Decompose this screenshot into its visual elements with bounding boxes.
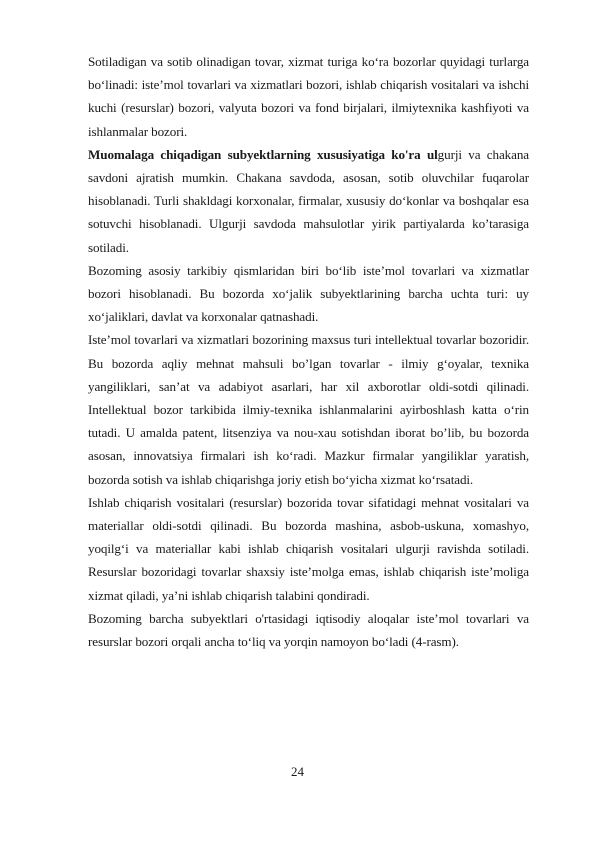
paragraph-intellectual-market [88,328,529,490]
paragraph-text: Ishlab chiqarish vositalari (resurslar) bozorida tovar sifatidagi mehnat vositalari va materiallar oldi-sotdi qilinadi. Bu bozorda mashina, asbob-uskuna, xomashyo, yoqilg‘i va materiallar kabi ishlab chiqarish vositalari ulgurji ravishda sotiladi. Resurslar bozoridagi tovarlar shaxsiy iste’molga emas, ishlab chiqarish iste’moliga xizmat qiladi, ya’ni ishlab chiqarish talabini qondiradi. [88,494,529,603]
page-number: 24 [291,764,304,779]
document-page [88,50,529,653]
paragraph-text: Sotiladigan va sotib olinadigan tovar, xizmat turiga ko‘ra bozorlar quyidagi turlarga bo‘linadi: iste’mol tovarlari va xizmatlari bozori, ishlab chiqarish vositalari va ishchi kuchi (resurslar) bozori, valyuta bozori va fond birjalari, ilmiytexnika kashfiyoti va ishlanmalar bozori. [88,54,529,139]
paragraph-text: Bozoming barcha subyektlari o'rtasidagi iqtisodiy aloqalar iste’mol tovarlari va resurslar bozori orqali ancha to‘liq va yorqin namoyon bo‘ladi (4-rasm). [88,610,529,650]
paragraph-text: gurji va chakana savdoni ajratish mumkin. Chakana savdoda, asosan, sotib oluvchilar fuqarolar hisoblanadi. Turli shakldagi korxonalar, firmalar, xususiy do‘konlar va boshqalar esa sotuvchi hisoblanadi. Ulgurji savdoda mahsulotlar yirik partiyalarda ko’tarasiga sotiladi. [88,146,529,255]
paragraph-text: Bozoming asosiy tarkibiy qismlaridan biri bo‘lib iste’mol tovarlari va xizmatlar bozori hisoblanadi. Bu bozorda xo‘jalik subyektlarining barcha uchta turi: uy xo‘jaliklari, davlat va korxonalar qatnashadi. [88,262,529,325]
paragraph-wholesale-retail [88,143,529,259]
paragraph-bold-lead: Muomalaga chiqadigan subyektlarning xususiyatiga ko'ra ul [88,146,438,162]
paragraph-market-types [88,50,529,143]
paragraph-text: Iste’mol tovarlari va xizmatlari bozorining maxsus turi intellektual tovarlar bozoridir. Bu bozorda aqliy mehnat mahsuli bo’lgan tovarlar - ilmiy g‘oyalar, texnika yangiliklari, san’at va adabiyot asarlari, har xil axborotlar oldi-sotdi qilinadi. Intellektual bozor tarkibida ilmiy-texnika ishlanmalarini ayirboshlash katta o‘rin tutadi. U amalda patent, litsenziya va nou-xau sotishdan iborat bo’lib, bu bozorda asosan, innovatsiya firmalari ish ko‘radi. Mazkur firmalar yangiliklar yaratish, bozorda sotish va ishlab chiqarishga joriy etish bo‘yicha xizmat ko‘rsatadi. [88,332,529,487]
paragraph-resource-market [88,491,529,607]
paragraph-economic-relations [88,607,529,653]
paragraph-consumer-market [88,259,529,329]
